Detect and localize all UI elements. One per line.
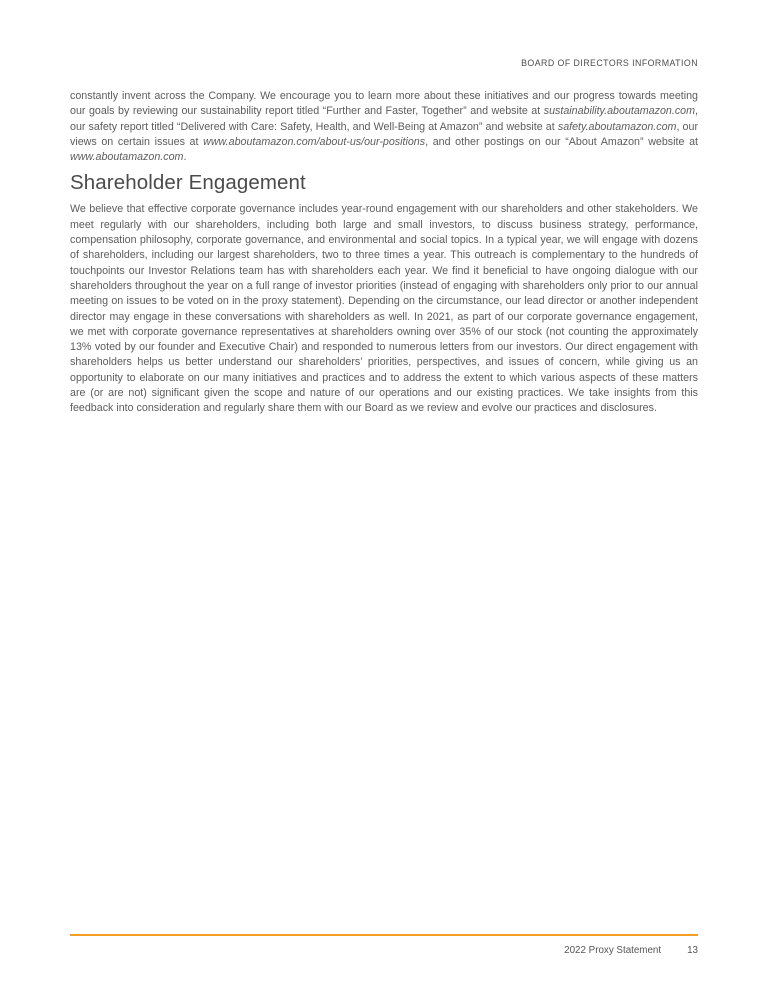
italic-url-text: www.aboutamazon.com/about-us/our-positions	[203, 135, 426, 148]
footer-divider	[70, 934, 698, 936]
text-segment: We believe that effective corporate governance includes year-round engagement with our shareholders and other stakeholders. We meet regularly with our shareholders, including both large and small investors, to discuss business strategy, performance, compensation philosophy, corporate governance, and environmental and social topics. In a typical year, we will engage with dozens of shareholders, including our largest shareholders, two to three times a year. This outreach is complementary to the hundreds of touchpoints our Investor Relations team has with shareholders each year. We find it beneficial to have ongoing dialogue with our shareholders throughout the year on a full range of investor priorities (instead of engaging with shareholders only prior to our annual meeting on issues to be voted on in the proxy statement). Depending on the circumstance, our lead director or another independent director may engage in these conversations with shareholders as well. In 2021, as part of our corporate governance engagement, we met with corporate governance representatives at shareholders owning over 35% of our stock (not counting the approximately 13% voted by our founder and Executive Chair) and responded to numerous letters from our investors. Our direct engagement with shareholders helps us better understand our shareholders’ priorities, perspectives, and issues of concern, while giving us an opportunity to elaborate on our many initiatives and practices and to address the extent to which various aspects of these matters are (or are not) significant given the scope and nature of our operations and our existing practices. We take insights from this feedback into consideration and regularly share them with our Board as we review and evolve our practices and disclosures.	[70, 203, 698, 415]
section-heading: Shareholder Engagement	[70, 171, 306, 195]
page-number: 13	[687, 944, 698, 956]
text-segment: .	[183, 151, 187, 164]
text-segment: constantly invent across the Company. We encourage you to learn more about these initiatives and our progress towards meeting our goals by reviewing our sustainability report titled “Further and Faster, Together” and website at	[70, 90, 698, 118]
footer-document-title: 2022 Proxy Statement	[564, 944, 662, 956]
italic-url-text: sustainability.aboutamazon.com	[543, 105, 696, 118]
footer-text-row	[70, 945, 698, 956]
page-header	[70, 53, 698, 71]
text-segment: , and other postings on our “About Amazon” website at	[425, 135, 698, 148]
intro-paragraph	[70, 89, 698, 165]
page-content	[70, 89, 698, 417]
shareholder-engagement-paragraph	[70, 202, 698, 416]
italic-url-text: safety.aboutamazon.com	[557, 120, 677, 133]
section-header-label: BOARD OF DIRECTORS INFORMATION	[521, 58, 698, 68]
text-segment: , our views on certain issues at	[70, 120, 698, 148]
italic-url-text: www.aboutamazon.com	[70, 151, 184, 164]
text-segment: , our safety report titled “Delivered with Care: Safety, Health, and Well-Being at Amazon” and website at	[70, 105, 698, 133]
page-footer	[70, 934, 698, 956]
